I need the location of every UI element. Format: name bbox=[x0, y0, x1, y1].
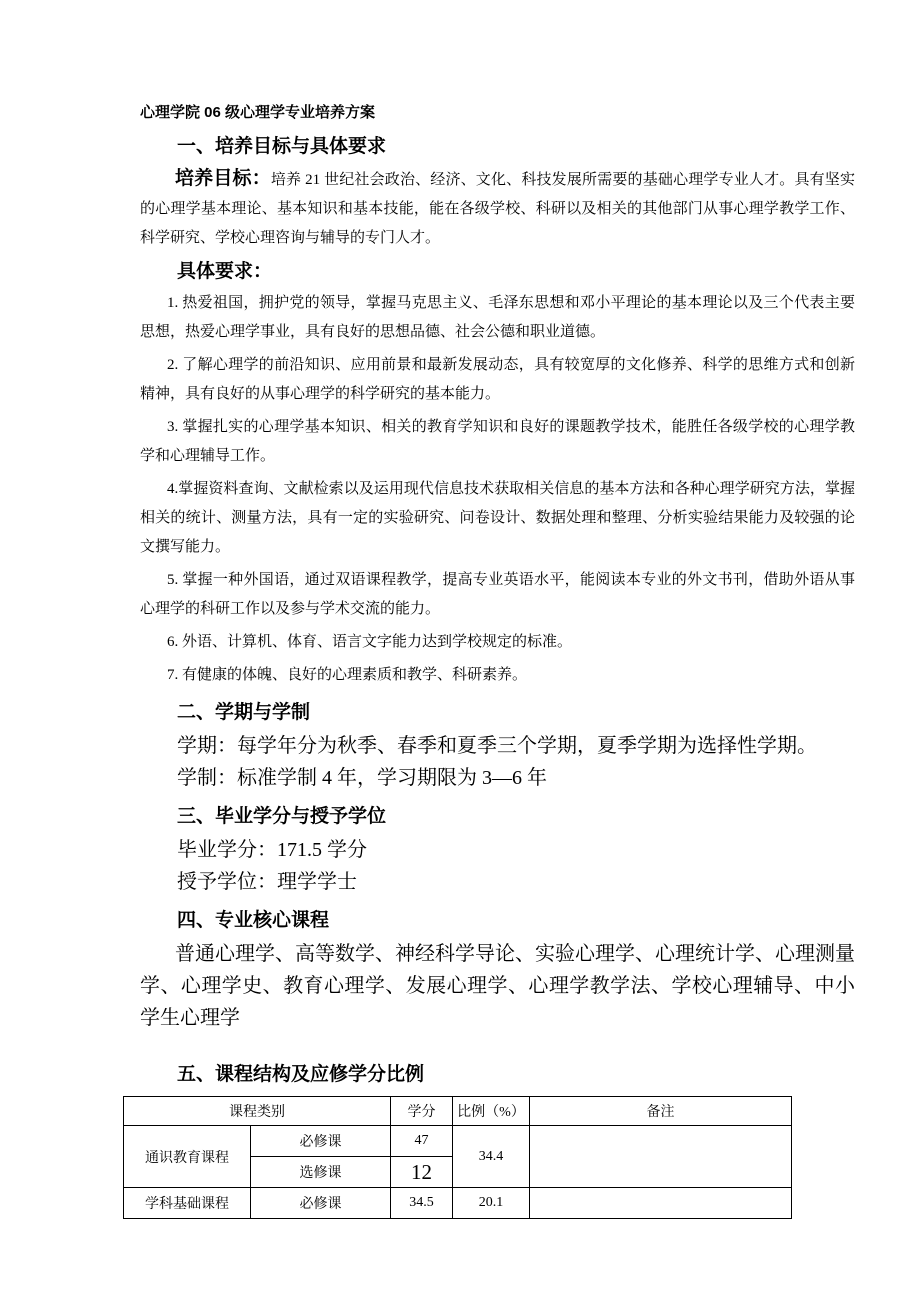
requirement-item-7: 7. 有健康的体魄、良好的心理素质和教学、科研素养。 bbox=[167, 667, 528, 683]
header-credits: 学分 bbox=[391, 1097, 453, 1126]
goal-paragraph bbox=[140, 164, 855, 253]
requirement-item-3: 3. 掌握扎实的心理学基本知识、相关的教育学知识和良好的课题教学技术，能胜任各级学校的心理学教学和心理辅导工作。 bbox=[140, 419, 855, 464]
table-header-row bbox=[124, 1097, 792, 1126]
graduation-credits-line: 毕业学分：171.5 学分 bbox=[177, 839, 367, 861]
section-5-heading: 五、课程结构及应修学分比例 bbox=[177, 1064, 425, 1085]
requirements-heading: 具体要求： bbox=[177, 261, 273, 282]
cell-general-note bbox=[530, 1126, 792, 1188]
cell-discipline-required-credits: 34.5 bbox=[391, 1188, 453, 1219]
section-1-heading: 一、培养目标与具体要求 bbox=[177, 136, 387, 157]
requirement-item-1: 1. 热爱祖国，拥护党的领导，掌握马克思主义、毛泽东思想和邓小平理论的基本理论以及三个代表主要思想，热爱心理学事业，具有良好的思想品德、社会公德和职业道德。 bbox=[140, 295, 855, 340]
cell-discipline-ratio: 20.1 bbox=[453, 1188, 530, 1219]
section-2-heading: 二、学期与学制 bbox=[177, 702, 311, 723]
cell-general-category: 通识教育课程 bbox=[124, 1126, 251, 1188]
degree-line: 授予学位：理学学士 bbox=[177, 871, 357, 893]
page-title: 心理学院 06 级心理学专业培养方案 bbox=[140, 104, 376, 121]
section-4-heading: 四、专业核心课程 bbox=[177, 910, 330, 931]
header-ratio: 比例（%） bbox=[453, 1097, 530, 1126]
goal-text: 培养 21 世纪社会政治、经济、文化、科技发展所需要的基础心理学专业人才。具有坚实的心理学基本理论、基本知识和基本技能，能在各级学校、科研以及相关的其他部门从事心理学教学工作、科学研究、学校心理咨询与辅导的专门人才。 bbox=[140, 172, 855, 246]
cell-general-required-credits: 47 bbox=[391, 1126, 453, 1157]
cell-general-elective-credits: 12 bbox=[391, 1157, 453, 1188]
requirement-item-5: 5. 掌握一种外国语，通过双语课程教学，提高专业英语水平，能阅读本专业的外文书刊，借助外语从事心理学的科研工作以及参与学术交流的能力。 bbox=[140, 572, 855, 617]
requirement-item-6: 6. 外语、计算机、体育、语言文字能力达到学校规定的标准。 bbox=[167, 634, 573, 650]
header-category: 课程类别 bbox=[124, 1097, 391, 1126]
cell-general-elective-label: 选修课 bbox=[251, 1157, 391, 1188]
header-note: 备注 bbox=[530, 1097, 792, 1126]
semester-line: 学期：每学年分为秋季、春季和夏季三个学期，夏季学期为选择性学期。 bbox=[177, 735, 817, 757]
section-3-heading: 三、毕业学分与授予学位 bbox=[177, 806, 387, 827]
core-courses-paragraph: 普通心理学、高等数学、神经科学导论、实验心理学、心理统计学、心理测量学、心理学史、教育心理学、发展心理学、心理学教学法、学校心理辅导、中小学生心理学 bbox=[140, 943, 855, 1029]
cell-discipline-required-label: 必修课 bbox=[251, 1188, 391, 1219]
table-row-discipline-required bbox=[124, 1188, 792, 1219]
requirement-item-4: 4.掌握资料查询、文献检索以及运用现代信息技术获取相关信息的基本方法和各种心理学研究方法，掌握相关的统计、测量方法，具有一定的实验研究、问卷设计、数据处理和整理、分析实验结果能力及较强的论文撰写能力。 bbox=[140, 481, 855, 555]
curriculum-table bbox=[123, 1096, 792, 1219]
cell-discipline-note bbox=[530, 1188, 792, 1219]
cell-discipline-category: 学科基础课程 bbox=[124, 1188, 251, 1219]
schooling-line: 学制：标准学制 4 年，学习期限为 3—6 年 bbox=[177, 767, 547, 789]
table-row-general-required bbox=[124, 1126, 792, 1157]
goal-label: 培养目标： bbox=[175, 168, 271, 189]
requirement-item-2: 2. 了解心理学的前沿知识、应用前景和最新发展动态，具有较宽厚的文化修养、科学的思维方式和创新精神，具有良好的从事心理学的科学研究的基本能力。 bbox=[140, 357, 855, 402]
cell-general-required-label: 必修课 bbox=[251, 1126, 391, 1157]
cell-general-ratio: 34.4 bbox=[453, 1126, 530, 1188]
